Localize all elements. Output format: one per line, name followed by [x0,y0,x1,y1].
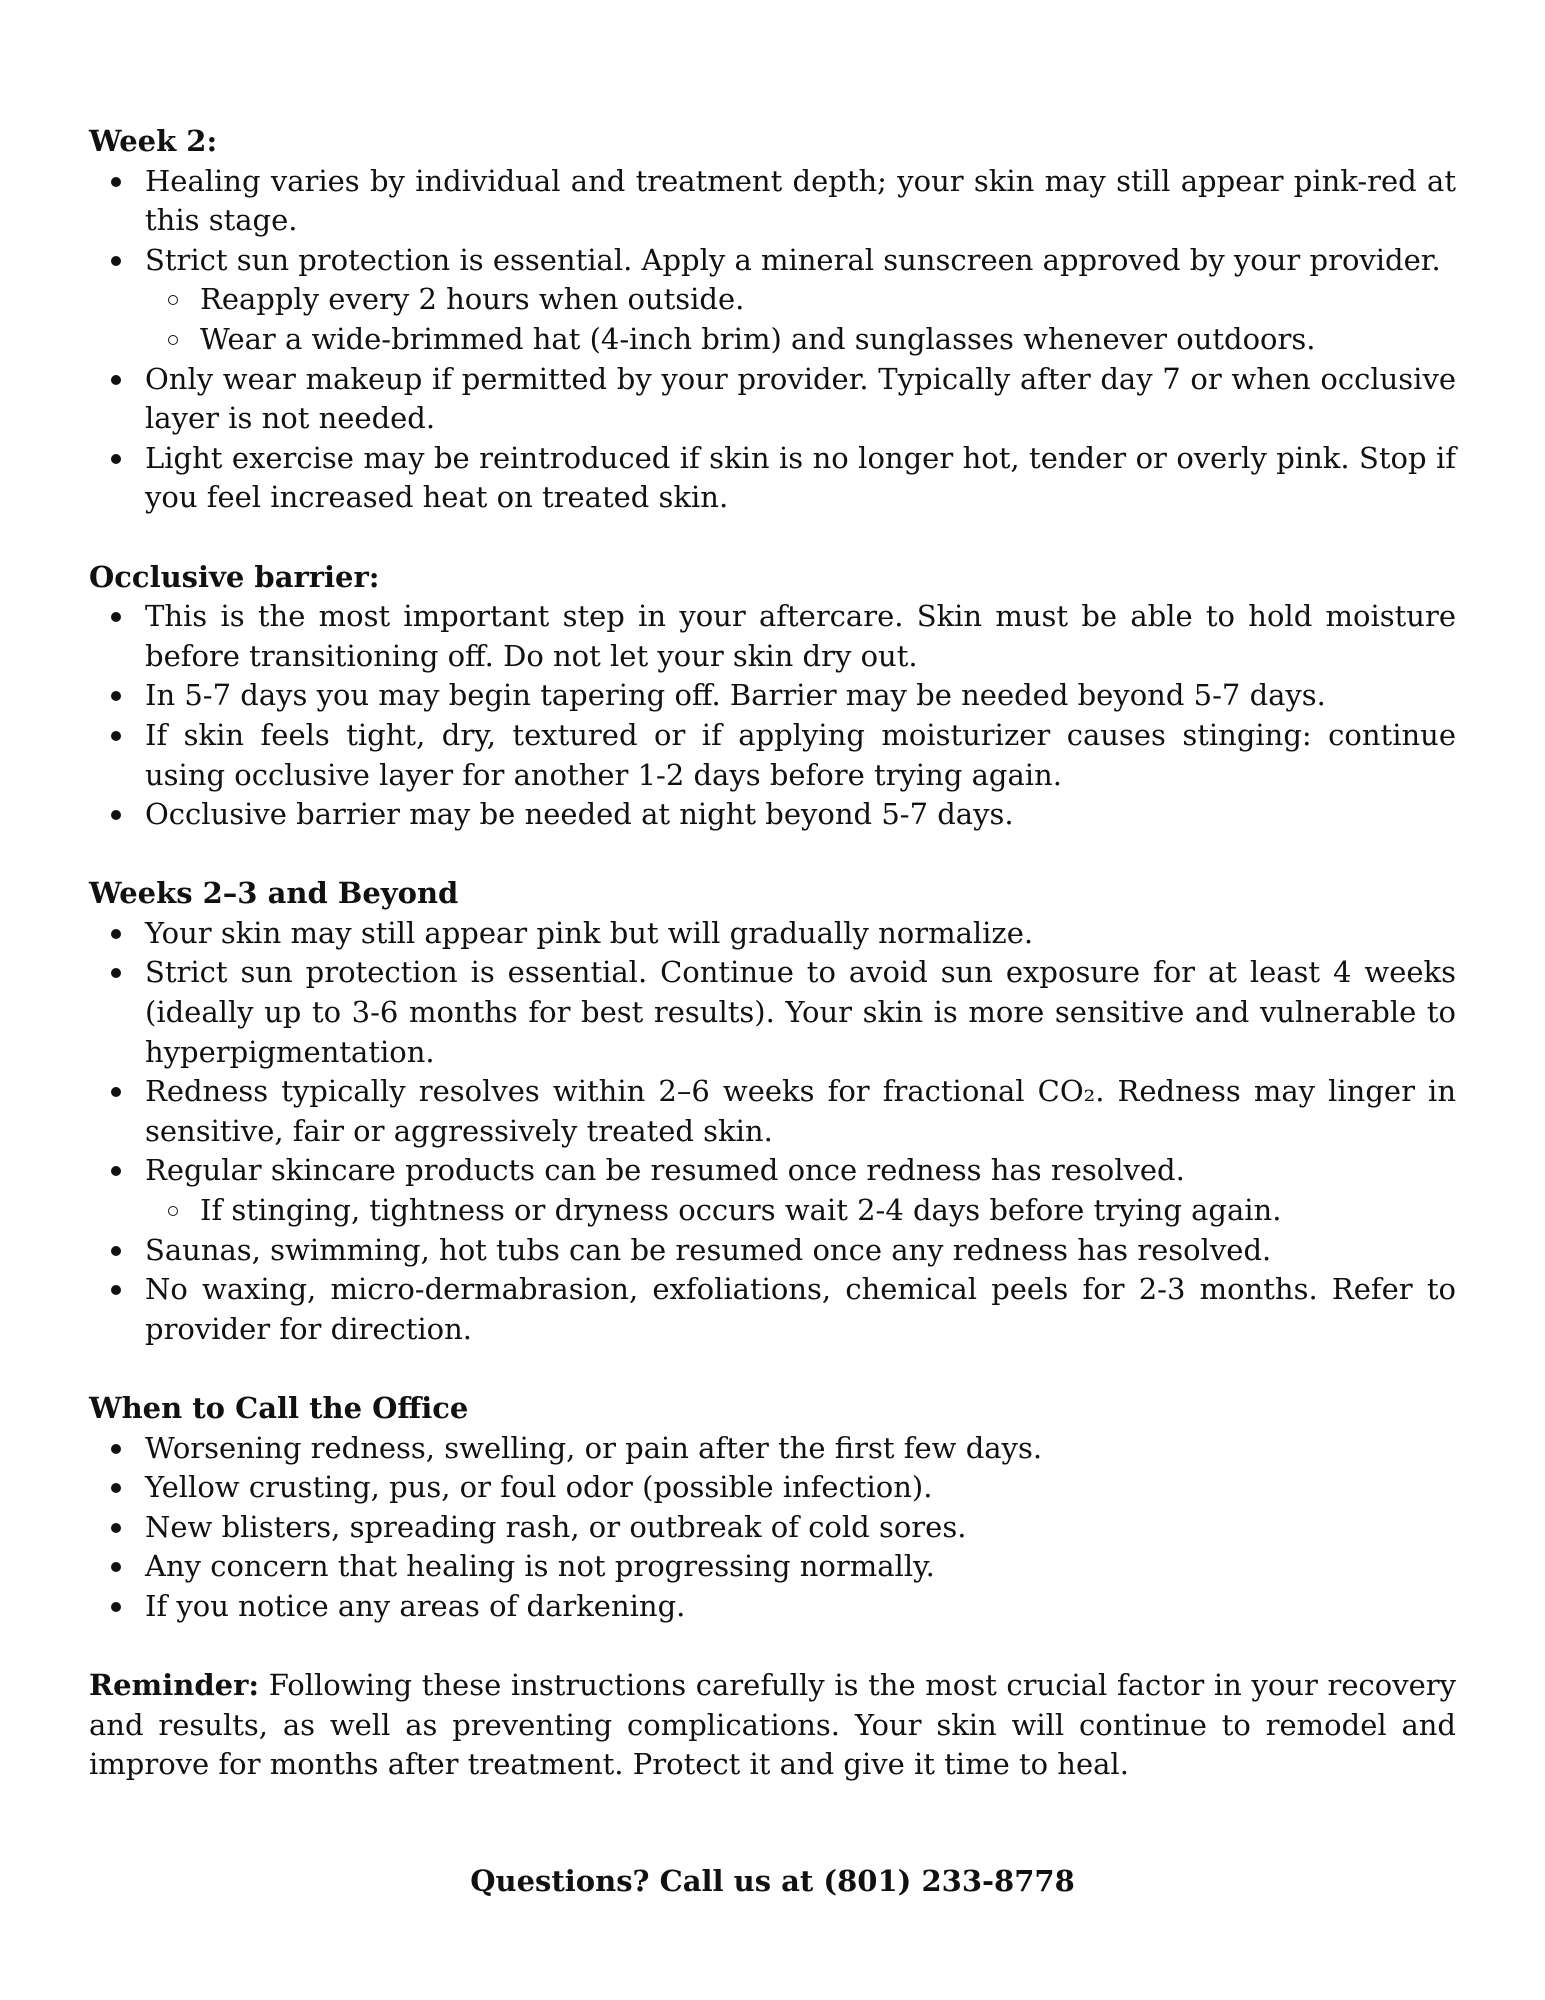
list-item-text: If you notice any areas of darkening. [145,1588,686,1623]
section [89,122,1456,518]
list-item [89,1508,1456,1548]
bullet-dot-icon [111,1602,121,1612]
bullet-dot-icon [111,691,121,701]
section [89,1389,1456,1627]
list-item [89,597,1456,676]
list-item-text: New blisters, spreading rash, or outbreak of cold sores. [145,1509,967,1544]
reminder-label: Reminder: [89,1668,260,1703]
bullet-dot-icon [111,1444,121,1454]
bullet-dot-icon [111,968,121,978]
list-item-text: Regular skincare products can be resumed once redness has resolved. [145,1153,1185,1188]
list-item-text: Any concern that healing is not progressing normally. [145,1549,935,1584]
section [89,874,1456,1349]
list-item-text: Only wear makeup if permitted by your provider. Typically after day 7 or when occlusive layer is not needed. [145,361,1456,436]
list-item [89,953,1456,1072]
list-item-text: This is the most important step in your aftercare. Skin must be able to hold moisture before transitioning off. Do not let your skin dry out. [145,599,1456,673]
list-item [89,1270,1456,1349]
bullet-dot-icon [111,612,121,622]
list-item-text: Strict sun protection is essential. Continue to avoid sun exposure for at least 4 weeks (ideally up to 3-6 months for best results). Your skin is more sensitive and vulnerable to hyperpigmentation. [145,955,1456,1069]
list-item [89,241,1456,281]
list-item-text: Strict sun protection is essential. Apply a mineral sunscreen approved by your provider. [145,242,1441,277]
document-body [89,122,1456,1785]
list-item-text: Healing varies by individual and treatment depth; your skin may still appear pink-red at this stage. [145,163,1456,238]
section-heading: Weeks 2–3 and Beyond [89,876,459,911]
bullet-dot-icon [111,1087,121,1097]
list-item [89,1547,1456,1587]
bullet-list [89,597,1456,835]
list-item-text: In 5-7 days you may begin tapering off. Barrier may be needed beyond 5-7 days. [145,678,1326,713]
list-item-text: Saunas, swimming, hot tubs can be resumed once any redness has resolved. [145,1232,1272,1267]
list-item-text: Redness typically resolves within 2–6 weeks for fractional CO₂. Redness may linger in sensitive, fair or aggressively treated skin. [145,1074,1456,1148]
bullet-dot-icon [111,1562,121,1572]
list-item-text: Occlusive barrier may be needed at night beyond 5-7 days. [145,797,1014,832]
list-item [89,1072,1456,1151]
list-item [89,1587,1456,1627]
bullet-dot-icon [111,454,121,464]
bullet-dot-icon [111,1166,121,1176]
bullet-dot-icon [111,731,121,741]
bullet-list [89,914,1456,1350]
list-item [89,162,1456,241]
sections-container [89,122,1456,1627]
sub-list-item-text: If stinging, tightness or dryness occurs wait 2-4 days before trying again. [200,1193,1282,1228]
list-item [89,1429,1456,1469]
list-item [89,1468,1456,1508]
section-heading: Week 2: [89,124,218,158]
list-item [89,1151,1456,1191]
list-item-text: Worsening redness, swelling, or pain after the first few days. [145,1430,1043,1465]
section-heading: When to Call the Office [89,1391,469,1425]
bullet-dot-icon [111,1285,121,1295]
list-item [89,716,1456,795]
bullet-list [89,162,1456,518]
sub-list-item-text: Reapply every 2 hours when outside. [200,282,745,317]
bullet-circle-icon [168,335,178,345]
bullet-list [89,1429,1456,1627]
section-heading: Occlusive barrier: [89,559,380,594]
reminder-paragraph [89,1666,1456,1785]
sub-list-item [89,1191,1456,1231]
list-item-text: Yellow crusting, pus, or foul odor (possible infection). [145,1470,933,1505]
bullet-dot-icon [111,177,121,187]
list-item-text: Your skin may still appear pink but will gradually normalize. [145,915,1034,950]
list-item [89,795,1456,835]
section [89,558,1456,835]
bullet-circle-icon [168,295,178,305]
list-item [89,914,1456,954]
list-item [89,1231,1456,1271]
list-item-text: Light exercise may be reintroduced if skin is no longer hot, tender or overly pink. Stop if you feel increased heat on treated skin. [145,440,1456,515]
footer-contact: Questions? Call us at (801) 233-8778 [470,1864,1075,1898]
sub-list-item [89,280,1456,320]
list-item-text: No waxing, micro-dermabrasion, exfoliations, chemical peels for 2-3 months. Refer to provider for direction. [145,1272,1456,1346]
list-item-text: If skin feels tight, dry, textured or if applying moisturizer causes stinging: continue using occlusive layer for another 1-2 days before trying again. [145,717,1456,792]
reminder-text: Following these instructions carefully is the most crucial factor in your recovery and results, as well as preventing complications. Your skin will continue to remodel and improve for months after treatment. Protect it and give it time to heal. [89,1668,1456,1782]
list-item [89,439,1456,518]
bullet-dot-icon [111,375,121,385]
sub-list-item [89,320,1456,360]
bullet-dot-icon [111,1523,121,1533]
list-item [89,676,1456,716]
bullet-dot-icon [111,1246,121,1256]
bullet-dot-icon [111,810,121,820]
bullet-dot-icon [111,256,121,266]
bullet-circle-icon [168,1206,178,1216]
sub-list-item-text: Wear a wide-brimmed hat (4-inch brim) and sunglasses whenever outdoors. [200,321,1316,356]
bullet-dot-icon [111,929,121,939]
bullet-dot-icon [111,1483,121,1493]
list-item [89,360,1456,439]
